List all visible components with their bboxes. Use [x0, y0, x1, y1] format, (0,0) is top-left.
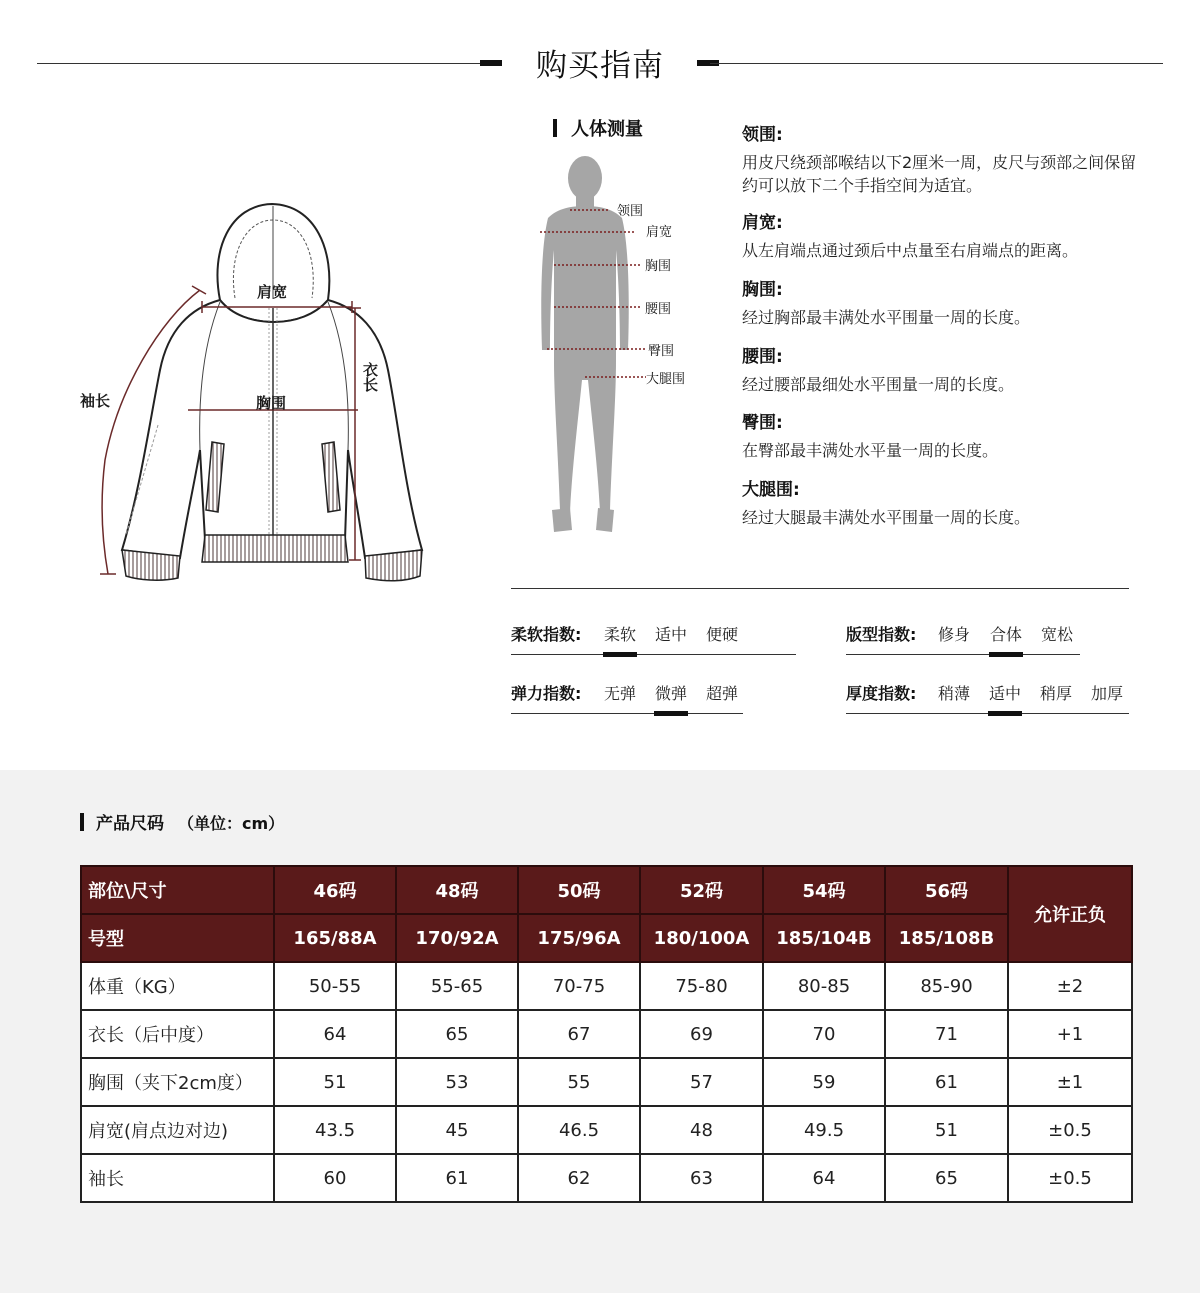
table-cell-tolerance: ±1	[1008, 1058, 1132, 1106]
size-heading-text: 产品尺码	[96, 814, 164, 834]
figure-label-neck: 领围	[617, 204, 644, 219]
size-table	[80, 865, 1133, 1203]
desc-text: 经过胸部最丰满处水平围量一周的长度。	[742, 308, 1031, 327]
figure-label-chest: 胸围	[645, 259, 672, 274]
desc-text: 从左肩端点通过颈后中点量至右肩端点的距离。	[742, 241, 1079, 260]
table-header-cell: 46码	[274, 866, 396, 914]
table-header-cell: 165/88A	[274, 914, 396, 962]
table-cell: 45	[396, 1106, 518, 1154]
index-option: 加厚	[1091, 684, 1124, 703]
index-option: 无弹	[604, 684, 637, 703]
table-header-cell: 号型	[81, 914, 274, 962]
table-cell: 50-55	[274, 962, 396, 1010]
table-row-header: 衣长（后中度）	[81, 1010, 274, 1058]
index-option: 超弹	[706, 684, 739, 703]
desc-title: 臀围:	[742, 413, 783, 433]
jacket-label-chest: 胸围	[256, 394, 287, 412]
index-option: 稍厚	[1040, 684, 1073, 703]
index-option: 稍薄	[938, 684, 971, 703]
table-header-cell: 50码	[518, 866, 640, 914]
table-header-row	[81, 866, 1132, 914]
table-cell-tolerance: ±0.5	[1008, 1106, 1132, 1154]
index-label: 柔软指数:	[511, 625, 582, 644]
table-cell: 71	[885, 1010, 1008, 1058]
table-row-header: 胸围（夹下2cm度）	[81, 1058, 274, 1106]
table-cell: 61	[396, 1154, 518, 1202]
size-heading	[80, 809, 284, 834]
page-title: 购买指南	[536, 48, 664, 84]
title-dash-left	[480, 60, 502, 66]
desc-title: 肩宽:	[742, 213, 783, 233]
index-label: 版型指数:	[846, 625, 917, 644]
table-cell: 49.5	[763, 1106, 885, 1154]
index-option: 便硬	[706, 625, 739, 644]
index-elasticity	[511, 673, 743, 714]
figure-label-hip: 臀围	[648, 344, 675, 359]
table-cell: 85-90	[885, 962, 1008, 1010]
index-option: 宽松	[1041, 625, 1074, 644]
table-row	[81, 962, 1132, 1010]
jacket-label-shoulder: 肩宽	[257, 283, 288, 301]
table-cell: 64	[274, 1010, 396, 1058]
human-figure	[530, 150, 700, 540]
table-header-tolerance: 允许正负	[1008, 866, 1132, 962]
desc-text: 经过大腿最丰满处水平围量一周的长度。	[742, 508, 1031, 527]
table-cell: 69	[640, 1010, 763, 1058]
table-header-cell: 185/104B	[763, 914, 885, 962]
table-row	[81, 1154, 1132, 1202]
index-softness	[511, 614, 796, 655]
index-option: 适中	[655, 625, 688, 644]
table-header-cell: 48码	[396, 866, 518, 914]
index-label: 厚度指数:	[846, 684, 917, 703]
desc-title: 胸围:	[742, 280, 783, 300]
table-cell: 43.5	[274, 1106, 396, 1154]
table-cell: 48	[640, 1106, 763, 1154]
index-option-selected: 合体	[990, 622, 1022, 645]
table-row-header: 袖长	[81, 1154, 274, 1202]
desc-waist	[742, 342, 1142, 396]
table-row	[81, 1106, 1132, 1154]
size-unit: （单位：cm）	[178, 814, 285, 833]
table-header-cell: 175/96A	[518, 914, 640, 962]
desc-title: 大腿围:	[742, 480, 800, 500]
desc-hip	[742, 408, 1142, 462]
table-cell: 65	[885, 1154, 1008, 1202]
table-cell: 67	[518, 1010, 640, 1058]
table-header-cell: 56码	[885, 866, 1008, 914]
table-cell: 51	[885, 1106, 1008, 1154]
table-cell: 65	[396, 1010, 518, 1058]
table-row-header: 体重（KG）	[81, 962, 274, 1010]
jacket-label-length: 衣长	[361, 362, 379, 392]
table-cell: 55-65	[396, 962, 518, 1010]
figure-label-thigh: 大腿围	[646, 372, 686, 387]
table-row	[81, 1010, 1132, 1058]
measure-heading	[553, 115, 643, 141]
table-header-row	[81, 914, 1132, 962]
measure-heading-text: 人体测量	[571, 119, 643, 140]
table-cell: 53	[396, 1058, 518, 1106]
table-cell: 46.5	[518, 1106, 640, 1154]
table-header-cell: 52码	[640, 866, 763, 914]
desc-shoulder	[742, 208, 1142, 262]
table-row	[81, 1058, 1132, 1106]
table-header-cell: 180/100A	[640, 914, 763, 962]
table-header-cell: 185/108B	[885, 914, 1008, 962]
table-cell: 75-80	[640, 962, 763, 1010]
desc-title: 领围:	[742, 125, 783, 145]
index-option-selected: 适中	[989, 681, 1021, 704]
table-cell: 63	[640, 1154, 763, 1202]
desc-text: 用皮尺绕颈部喉结以下2厘米一周，皮尺与颈部之间保留约可以放下二个手指空间为适宜。	[742, 153, 1137, 195]
index-fit	[846, 614, 1080, 655]
table-row-header: 肩宽(肩点边对边)	[81, 1106, 274, 1154]
indices-separator	[511, 588, 1129, 589]
table-cell-tolerance: ±0.5	[1008, 1154, 1132, 1202]
table-cell-tolerance: +1	[1008, 1010, 1132, 1058]
table-cell: 55	[518, 1058, 640, 1106]
desc-thigh	[742, 475, 1142, 529]
heading-bar	[553, 119, 557, 137]
table-cell: 61	[885, 1058, 1008, 1106]
table-cell: 70-75	[518, 962, 640, 1010]
heading-bar	[80, 813, 84, 831]
index-label: 弹力指数:	[511, 684, 582, 703]
desc-text: 经过腰部最细处水平围量一周的长度。	[742, 375, 1015, 394]
table-cell-tolerance: ±2	[1008, 962, 1132, 1010]
table-cell: 57	[640, 1058, 763, 1106]
figure-label-waist: 腰围	[645, 302, 672, 317]
figure-label-shoulder: 肩宽	[646, 225, 673, 240]
index-option-selected: 微弹	[655, 681, 687, 704]
table-header-cell: 170/92A	[396, 914, 518, 962]
table-cell: 62	[518, 1154, 640, 1202]
jacket-label-sleeve: 袖长	[80, 392, 111, 410]
index-option-selected: 柔软	[604, 622, 636, 645]
title-line-left	[37, 63, 492, 64]
table-header-cell: 部位\尺寸	[81, 866, 274, 914]
jacket-illustration	[60, 190, 440, 590]
index-option: 修身	[938, 625, 971, 644]
title-line-right	[710, 63, 1163, 64]
table-cell: 60	[274, 1154, 396, 1202]
table-cell: 64	[763, 1154, 885, 1202]
desc-title: 腰围:	[742, 347, 783, 367]
table-cell: 59	[763, 1058, 885, 1106]
table-cell: 70	[763, 1010, 885, 1058]
desc-chest	[742, 275, 1142, 329]
desc-text: 在臀部最丰满处水平量一周的长度。	[742, 441, 999, 460]
table-cell: 51	[274, 1058, 396, 1106]
index-thickness	[846, 673, 1129, 714]
table-cell: 80-85	[763, 962, 885, 1010]
desc-neck	[742, 120, 1142, 197]
table-header-cell: 54码	[763, 866, 885, 914]
